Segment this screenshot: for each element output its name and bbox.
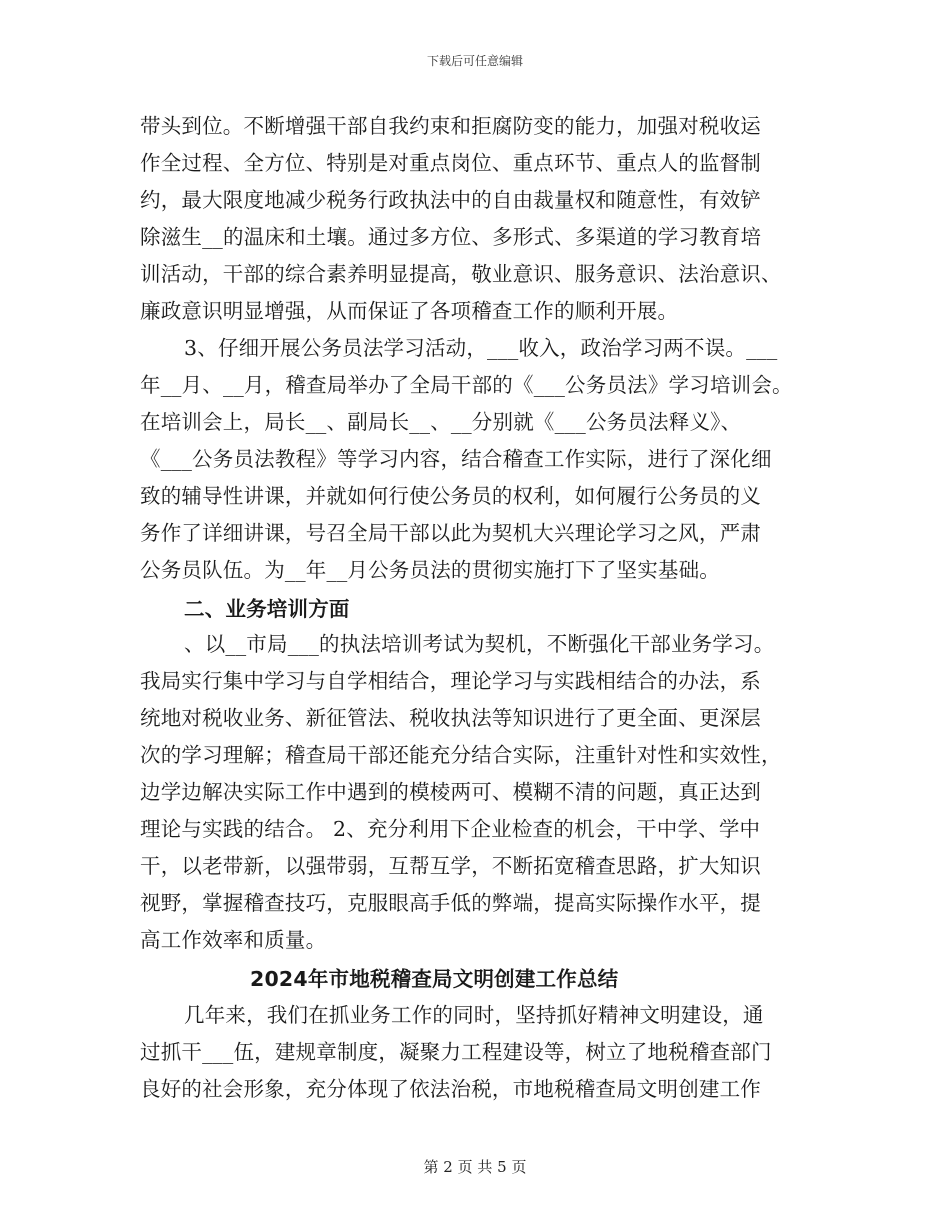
- page-footer: 第 2 页 共 5 页: [423, 1158, 527, 1176]
- body-line: 公务员队伍。为__年__月公务员法的贯彻实施打下了坚实基础。: [140, 558, 720, 582]
- body-line: 带头到位。不断增强干部自我约束和拒腐防变的能力，加强对税收运: [140, 114, 761, 138]
- paragraph-start-line: 3、仔细开展公务员法学习活动，___收入，政治学习两不误。___: [184, 336, 778, 360]
- body-line: 边学边解决实际工作中遇到的模棱两可、模糊不清的问题，真正达到: [140, 780, 761, 804]
- paragraph-start-line: 几年来，我们在抓业务工作的同时，坚持抓好精神文明建设，通: [184, 1003, 764, 1027]
- document-title: 2024年市地税稽查局文明创建工作总结: [250, 967, 619, 991]
- body-line: 统地对税收业务、新征管法、税收执法等知识进行了更全面、更深层: [140, 706, 761, 730]
- body-line: 除滋生__的温床和土壤。通过多方位、多形式、多渠道的学习教育培: [140, 225, 762, 249]
- paragraph-start-line: 、以__市局___的执法培训考试为契机，不断强化干部业务学习。: [184, 632, 775, 656]
- body-line: 约，最大限度地减少税务行政执法中的自由裁量权和随意性，有效铲: [140, 188, 761, 212]
- body-line: 廉政意识明显增强，从而保证了各项稽查工作的顺利开展。: [140, 299, 679, 323]
- body-line: 良好的社会形象，充分体现了依法治税，市地税稽查局文明创建工作: [140, 1077, 761, 1101]
- section-heading: 二、业务培训方面: [184, 597, 350, 621]
- page-header: 下载后可任意编辑: [426, 54, 523, 68]
- body-line: 干，以老带新，以强带弱，互帮互学，不断拓宽稽查思路，扩大知识: [140, 854, 761, 878]
- body-line: 我局实行集中学习与自学相结合，理论学习与实践相结合的办法，系: [140, 669, 761, 693]
- body-line: 视野，掌握稽查技巧，克服眼高手低的弊端，提高实际操作水平，提: [140, 891, 761, 915]
- body-line: 高工作效率和质量。: [140, 928, 327, 952]
- body-line: 《___公务员法教程》等学习内容，结合稽查工作实际，进行了深化细: [140, 447, 772, 471]
- body-line: 务作了详细讲课，号召全局干部以此为契机大兴理论学习之风，严肃: [140, 521, 761, 545]
- body-line: 在培训会上，局长__、副局长__、__分别就《___公务员法释义》、: [140, 410, 742, 434]
- body-line: 理论与实践的结合。 2、充分利用下企业检查的机会，干中学、学中: [140, 817, 761, 841]
- body-line: 致的辅导性讲课，并就如何行使公务员的权利，如何履行公务员的义: [140, 484, 761, 508]
- body-line: 训活动，干部的综合素养明显提高，敬业意识、服务意识、法治意识、: [140, 262, 782, 286]
- body-line: 作全过程、全方位、特别是对重点岗位、重点环节、重点人的监督制: [140, 151, 761, 175]
- body-line: 年__月、__月，稽查局举办了全局干部的《___公务员法》学习培训会。: [140, 373, 793, 397]
- body-line: 过抓干___伍，建规章制度，凝聚力工程建设等，树立了地税稽查部门: [140, 1040, 772, 1064]
- body-line: 次的学习理解；稽查局干部还能充分结合实际，注重针对性和实效性，: [140, 743, 782, 767]
